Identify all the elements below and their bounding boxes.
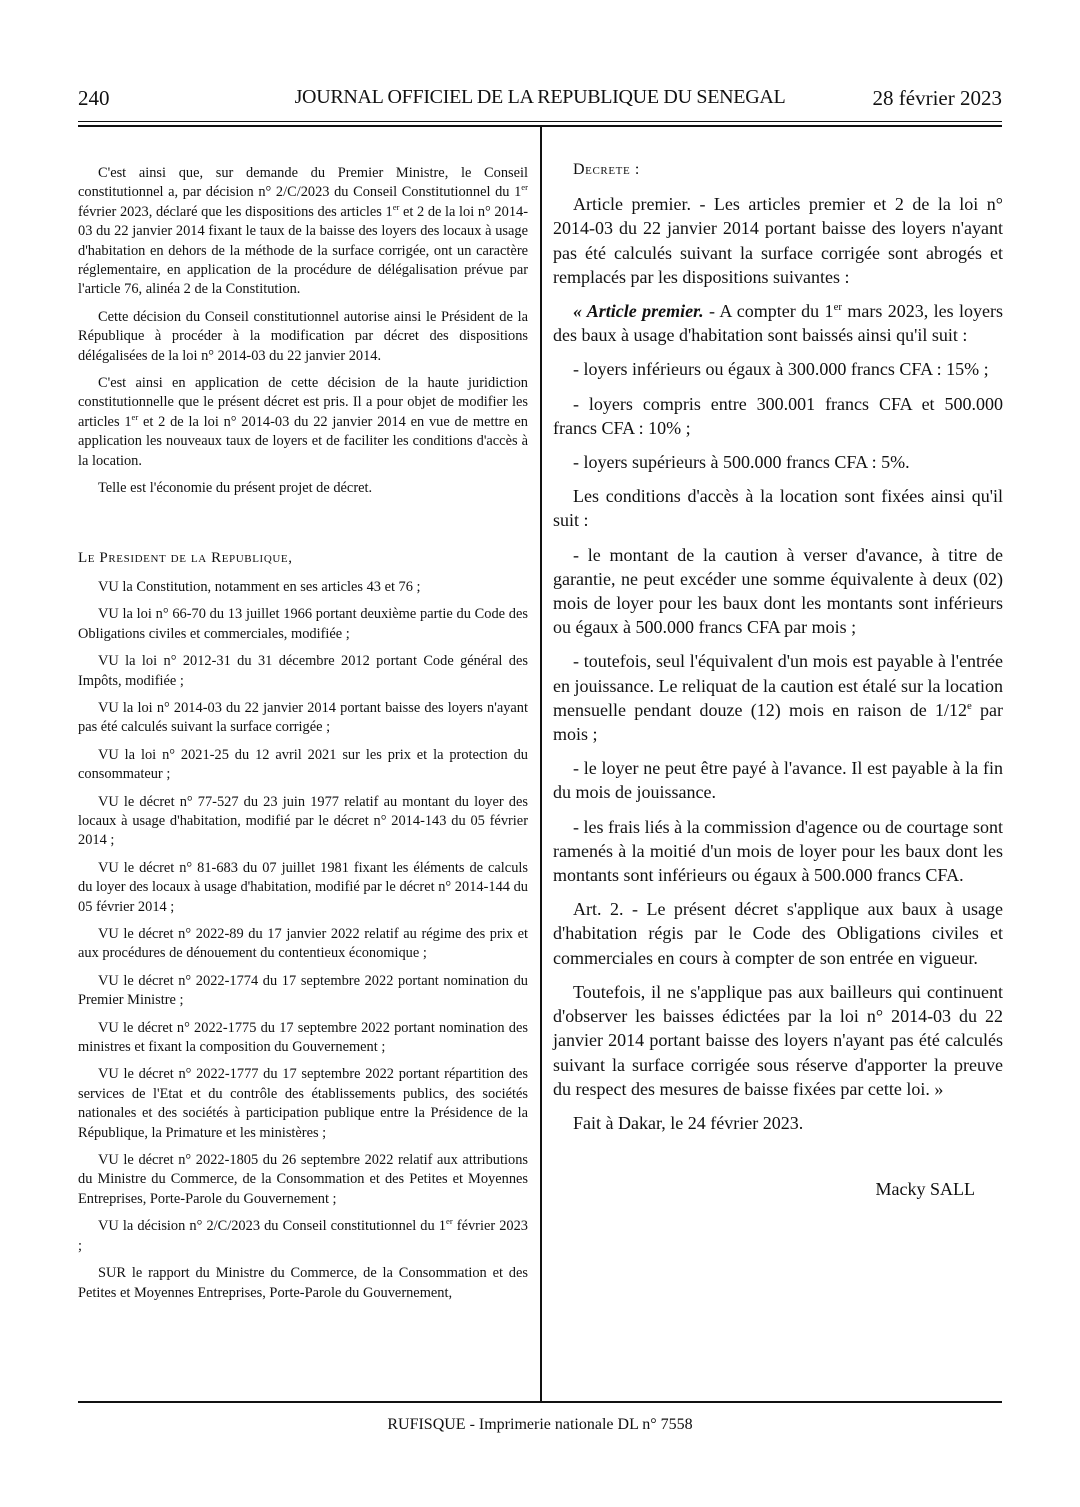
article-premier: Article premier. - Les articles premier et 2 de la loi n° 2014-03 du 22 janvier 2014 portant baisse des loyers n'ayant pas été calculés suivant la surface corrigée sont abrogés et remplacés par les dispositions suivantes :: [553, 194, 1003, 287]
quoted-article-label: « Article premier.: [573, 301, 704, 322]
signature: Macky SALL: [875, 1179, 975, 1200]
vu-item: VU la loi n° 2021-25 du 12 avril 2021 sur les prix et la protection du consommateur ;: [78, 746, 528, 783]
paragraph: C'est ainsi en application de cette décision de la haute juridiction constitutionnelle que le présent décret est pris. Il a pour objet de modifier les articles 1er et 2 de la loi n° 2014-03 du 22 janvier 2014 en vue de mettre en application les nouveaux taux de loyers et de faciliter les conditions d'accès à la location.: [78, 375, 528, 469]
vu-item: VU le décret n° 2022-1775 du 17 septembre 2022 portant nomination des ministres et fixant la composition du Gouvernement ;: [78, 1019, 528, 1056]
fait-a-dakar: Fait à Dakar, le 24 février 2023.: [573, 1112, 804, 1133]
president-heading: Le President de la Republique,: [78, 549, 293, 566]
vu-item: VU le décret n° 2022-1774 du 17 septembre 2022 portant nomination du Premier Ministre ;: [78, 972, 528, 1009]
condition-item: - toutefois, seul l'équivalent d'un mois est payable à l'entrée en jouissance. Le reliquat de la caution est étalé sur la location mensuelle pendant douze (12) mois en raison de 1/12e par mois ;: [553, 651, 1003, 745]
page-number: 240: [78, 86, 110, 110]
vu-item: VU le décret n° 2022-1805 du 26 septembre 2022 relatif aux attributions du Ministre du Commerce, de la Consommation et des Petites et Moyennes Entreprises, Porte-Parole du Gouvernement ;: [78, 1152, 528, 1207]
right-column: [553, 158, 1003, 1211]
vu-item: VU la loi n° 2014-03 du 22 janvier 2014 portant baisse des loyers n'ayant pas été calculés suivant la surface corrigée ;: [78, 699, 528, 736]
rate-item: - loyers inférieurs ou égaux à 300.000 francs CFA : 15% ;: [573, 359, 989, 380]
left-column: [78, 164, 528, 1303]
rate-item: - loyers supérieurs à 500.000 francs CFA : 5%.: [573, 452, 910, 473]
paragraph: Telle est l'économie du présent projet de décret.: [98, 480, 373, 497]
vu-item: VU le décret n° 2022-89 du 17 janvier 2022 relatif au régime des prix et aux procédures de dénouement du contentieux économique ;: [78, 926, 528, 962]
header-rule-top: [78, 121, 1002, 122]
printer-footer: RUFISQUE - Imprimerie nationale DL n° 7558: [387, 1416, 693, 1433]
article-2: Art. 2. - Le présent décret s'applique aux baux à usage d'habitation régis par le Code des Obligations civiles et commerciales en cours à compter de son entrée en vigueur.: [553, 899, 1003, 968]
vu-item: VU la loi n° 66-70 du 13 juillet 1966 portant deuxième partie du Code des Obligations civiles et commerciales, modifiée ;: [78, 606, 528, 642]
footer-rule: [78, 1401, 1002, 1403]
condition-item: - les frais liés à la commission d'agence ou de courtage sont ramenés à la moitié d'un mois de loyer pour les baux dont les montants sont inférieurs ou égaux à 500.000 francs CFA.: [553, 816, 1003, 886]
toutefois-paragraph: Toutefois, il ne s'applique pas aux bailleurs qui continuent d'observer les baisses édictées par la loi n° 2014-03 du 22 janvier 2014 portant baisse des loyers n'ayant pas été calculés suivant la surface corrigée sous réserve d'apporter la preuve du respect des mesures de baisse fixées par cette loi. »: [553, 981, 1003, 1099]
issue-date: 28 février 2023: [872, 86, 1002, 110]
page-header: [78, 86, 1002, 116]
condition-item: - le loyer ne peut être payé à l'avance. Il est payable à la fin du mois de jouissance.: [553, 758, 1003, 803]
vu-item: VU la loi n° 2012-31 du 31 décembre 2012 portant Code général des Impôts, modifiée ;: [78, 653, 528, 689]
vu-item: VU le décret n° 81-683 du 07 juillet 1981 fixant les éléments de calculs du loyer des locaux à usage d'habitation, modifié par le décret n° 2014-144 du 05 février 2014 ;: [78, 859, 528, 915]
column-divider: [540, 126, 542, 1401]
rate-item: - loyers compris entre 300.001 francs CFA et 500.000 francs CFA : 10% ;: [553, 393, 1003, 438]
vu-item: VU le décret n° 77-527 du 23 juin 1977 relatif au montant du loyer des locaux à usage d'habitation, modifié par le décret n° 2014-143 du 05 février 2014 ;: [78, 793, 528, 849]
condition-item: - le montant de la caution à verser d'avance, à titre de garantie, ne peut excéder une somme équivalente à deux (02) mois de loyer pour les baux dont les montants sont inférieurs ou égaux à 500.000 francs CFA par mois ;: [553, 544, 1003, 638]
vu-item: VU la Constitution, notamment en ses articles 43 et 76 ;: [98, 578, 421, 595]
paragraph: Cette décision du Conseil constitutionnel autorise ainsi le Président de la République à procéder à la modification par décret des dispositions délégalisées de la loi n° 2014-03 du 22 janvier 2014.: [78, 308, 528, 364]
decrete-heading: Decrete :: [573, 161, 640, 178]
conditions-intro: Les conditions d'accès à la location sont fixées ainsi qu'il suit :: [553, 486, 1003, 531]
paragraph: C'est ainsi que, sur demande du Premier Ministre, le Conseil constitutionnel a, par décision n° 2/C/2023 du Conseil Constitutionnel du 1er février 2023, déclaré que les dispositions des articles 1er et 2 de la loi n° 2014-03 du 22 janvier 2014 fixant le taux de la baisse des loyers des locaux à usage d'habitation en dehors de la méthode de la surface corrigée, ont un caractère réglementaire, en application de la procédure de délégalisation prévue par l'article 76, alinéa 2 de la Constitution.: [78, 165, 528, 298]
vu-item: VU le décret n° 2022-1777 du 17 septembre 2022 portant répartition des services de l'Etat et du contrôle des établissements publics, des sociétés nationales et des sociétés à participation publique entre la Présidence de la République, la Primature et les ministères ;: [78, 1066, 528, 1141]
quoted-article: [553, 299, 1003, 347]
quoted-article-text: - A compter du 1er mars 2023, les loyers des baux à usage d'habitation sont baissés ainsi qu'il suit :: [553, 301, 1003, 346]
journal-title: JOURNAL OFFICIEL DE LA REPUBLIQUE DU SENEGAL: [294, 86, 786, 108]
vu-item: VU la décision n° 2/C/2023 du Conseil constitutionnel du 1er février 2023 ;: [78, 1216, 529, 1254]
sur-rapport: SUR le rapport du Ministre du Commerce, de la Consommation et des Petites et Moyennes Entreprises, Porte-Parole du Gouvernement,: [78, 1265, 528, 1301]
